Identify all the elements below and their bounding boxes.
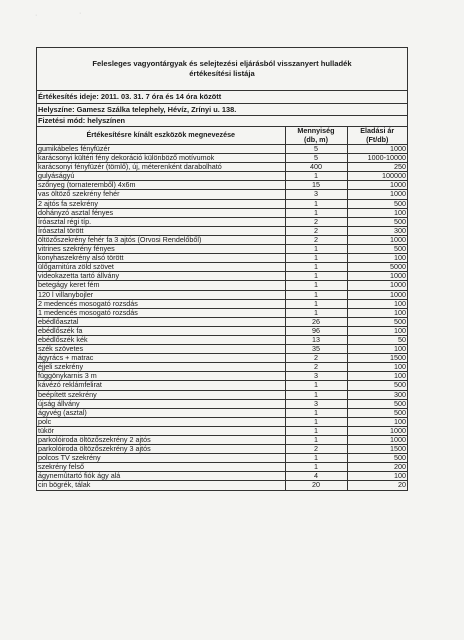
table-row [37, 345, 407, 354]
sale-time: Értékesítés ideje: 2011. 03. 31. 7 óra és 14 óra között [37, 91, 407, 104]
table-row [37, 245, 407, 254]
scan-mark: · [35, 12, 38, 19]
table-row [37, 163, 407, 172]
item-price: 1000 [347, 290, 407, 299]
table-row [37, 445, 407, 454]
item-quantity: 2 [285, 363, 347, 372]
item-price: 1000 [347, 190, 407, 199]
item-name: ágynemûtartó fiók ágy alá [37, 472, 285, 481]
item-price: 1000 [347, 436, 407, 445]
item-quantity: 5 [285, 145, 347, 154]
item-price: 100 [347, 372, 407, 381]
item-quantity: 1 [285, 390, 347, 399]
item-quantity: 35 [285, 345, 347, 354]
item-quantity: 1 [285, 263, 347, 272]
item-name: szék szövetes [37, 345, 285, 354]
table-row [37, 317, 407, 326]
items-table [37, 126, 407, 490]
table-row [37, 426, 407, 435]
table-row [37, 472, 407, 481]
item-quantity: 13 [285, 335, 347, 344]
item-quantity: 1 [285, 299, 347, 308]
table-row [37, 263, 407, 272]
table-row [37, 172, 407, 181]
table-row [37, 363, 407, 372]
item-quantity: 1 [285, 172, 347, 181]
item-price: 100 [347, 345, 407, 354]
item-quantity: 1 [285, 463, 347, 472]
table-row [37, 208, 407, 217]
item-price: 1000 [347, 145, 407, 154]
item-quantity: 2 [285, 226, 347, 235]
item-price: 500 [347, 381, 407, 390]
item-price: 1000 [347, 235, 407, 244]
item-quantity: 1 [285, 272, 347, 281]
item-name: parkolóiroda öltözőszekrény 3 ajtós [37, 445, 285, 454]
item-name: gulyáságyú [37, 172, 285, 181]
document-title [37, 48, 407, 91]
item-name: újság állvány [37, 399, 285, 408]
item-quantity: 1 [285, 199, 347, 208]
table-row [37, 454, 407, 463]
item-price: 500 [347, 317, 407, 326]
item-price: 1000 [347, 281, 407, 290]
item-name: betegágy keret fém [37, 281, 285, 290]
item-quantity: 5 [285, 154, 347, 163]
item-name: öltözőszekrény fehér fa 3 ajtós (Orvosi Rendelőből) [37, 235, 285, 244]
table-row [37, 254, 407, 263]
title-line-2: értékesítési listája [189, 69, 255, 78]
item-name: tükör [37, 426, 285, 435]
item-quantity: 1 [285, 245, 347, 254]
table-row [37, 226, 407, 235]
table-row [37, 436, 407, 445]
table-row [37, 463, 407, 472]
header-price-line1: Eladási ár [360, 126, 395, 135]
table-row [37, 390, 407, 399]
item-name: gumikábeles fényfüzér [37, 145, 285, 154]
item-quantity: 26 [285, 317, 347, 326]
item-name: dohányzó asztal fényes [37, 208, 285, 217]
item-quantity: 2 [285, 354, 347, 363]
item-price: 1000-10000 [347, 154, 407, 163]
table-row [37, 199, 407, 208]
item-name: éjjeli szekrény [37, 363, 285, 372]
item-quantity: 1 [285, 290, 347, 299]
item-quantity: 4 [285, 472, 347, 481]
item-name: 2 medencés mosogató rozsdás [37, 299, 285, 308]
item-price: 20 [347, 481, 407, 490]
table-row [37, 145, 407, 154]
table-header-row [37, 127, 407, 145]
item-name: szőnyeg (tornateremből) 4x6m [37, 181, 285, 190]
item-quantity: 3 [285, 399, 347, 408]
item-name: cin bögrék, tálak [37, 481, 285, 490]
item-name: ülőgarnitúra zöld szövet [37, 263, 285, 272]
table-body [37, 145, 407, 490]
item-name: konyhaszekrény alsó törött [37, 254, 285, 263]
item-name: vitrines szekrény fényes [37, 245, 285, 254]
header-item-name: Értékesítésre kínált eszközök megnevezése [37, 127, 285, 145]
table-row [37, 326, 407, 335]
item-quantity: 96 [285, 326, 347, 335]
table-row [37, 481, 407, 490]
table-row [37, 154, 407, 163]
item-quantity: 3 [285, 190, 347, 199]
item-price: 100 [347, 363, 407, 372]
table-row [37, 417, 407, 426]
item-name: karácsonyi fényfüzér (tömlő), új, méterenként darabolható [37, 163, 285, 172]
table-row [37, 217, 407, 226]
item-quantity: 1 [285, 408, 347, 417]
item-quantity: 1 [285, 254, 347, 263]
payment-method: Fizetési mód: helyszínen [38, 116, 126, 125]
table-row [37, 354, 407, 363]
item-name: polcos TV szekrény [37, 454, 285, 463]
price-list-sheet [36, 47, 408, 491]
item-quantity: 1 [285, 426, 347, 435]
table-row [37, 408, 407, 417]
table-row [37, 335, 407, 344]
item-name: karácsonyi kültéri fény dekoráció különböző motívumok [37, 154, 285, 163]
scan-mark: · [79, 10, 82, 17]
table-row [37, 290, 407, 299]
table-row [37, 281, 407, 290]
item-price: 100 [347, 417, 407, 426]
item-price: 300 [347, 226, 407, 235]
item-quantity: 1 [285, 417, 347, 426]
item-quantity: 1 [285, 208, 347, 217]
item-name: beépített szekrény [37, 390, 285, 399]
table-row [37, 272, 407, 281]
item-quantity: 1 [285, 454, 347, 463]
table-row [37, 308, 407, 317]
item-name: ebédlőasztal [37, 317, 285, 326]
item-price: 100 [347, 254, 407, 263]
item-name: videokazetta tartó állvány [37, 272, 285, 281]
header-quantity-line2: (db, m) [304, 134, 328, 144]
item-name: 120 l villanybojler [37, 290, 285, 299]
item-quantity: 20 [285, 481, 347, 490]
header-quantity-line1: Mennyiség [297, 126, 335, 135]
item-price: 50 [347, 335, 407, 344]
table-row [37, 190, 407, 199]
item-price: 100 [347, 308, 407, 317]
item-price: 500 [347, 454, 407, 463]
item-price: 300 [347, 390, 407, 399]
item-name: kávézó reklámfelirat [37, 381, 285, 390]
item-quantity: 2 [285, 235, 347, 244]
item-name: polc [37, 417, 285, 426]
table-row [37, 235, 407, 244]
item-name: ágyrács + matrac [37, 354, 285, 363]
item-quantity: 15 [285, 181, 347, 190]
item-name: íróasztal régi típ. [37, 217, 285, 226]
item-quantity: 2 [285, 217, 347, 226]
item-price: 5000 [347, 263, 407, 272]
item-price: 100 [347, 472, 407, 481]
item-quantity: 2 [285, 445, 347, 454]
table-row [37, 381, 407, 390]
item-name: ebédlőszék kék [37, 335, 285, 344]
item-name: vas öltöző szekrény fehér [37, 190, 285, 199]
item-price: 100000 [347, 172, 407, 181]
item-price: 200 [347, 463, 407, 472]
item-price: 250 [347, 163, 407, 172]
item-price: 500 [347, 408, 407, 417]
table-row [37, 372, 407, 381]
item-quantity: 1 [285, 381, 347, 390]
item-price: 500 [347, 217, 407, 226]
header-price-line2: (Ft/db) [366, 134, 389, 144]
item-price: 1500 [347, 354, 407, 363]
item-price: 1500 [347, 445, 407, 454]
item-quantity: 1 [285, 436, 347, 445]
table-row [37, 399, 407, 408]
item-price: 1000 [347, 272, 407, 281]
title-line-1: Felesleges vagyontárgyak és selejtezési eljárásból visszanyert hulladék [92, 59, 352, 68]
item-price: 100 [347, 326, 407, 335]
item-name: ebédlőszék fa [37, 326, 285, 335]
table-row [37, 299, 407, 308]
item-price: 100 [347, 299, 407, 308]
item-name: íróasztal törött [37, 226, 285, 235]
item-quantity: 1 [285, 308, 347, 317]
item-name: szekrény felső [37, 463, 285, 472]
header-price [347, 127, 407, 145]
item-name: 2 ajtós fa szekrény [37, 199, 285, 208]
item-price: 1000 [347, 426, 407, 435]
item-price: 500 [347, 245, 407, 254]
item-quantity: 3 [285, 372, 347, 381]
item-name: függönykarnis 3 m [37, 372, 285, 381]
item-price: 500 [347, 399, 407, 408]
item-name: parkolóiroda öltözőszekrény 2 ajtós [37, 436, 285, 445]
item-price: 100 [347, 208, 407, 217]
item-name: ágyvég (asztal) [37, 408, 285, 417]
header-quantity [285, 127, 347, 145]
item-price: 1000 [347, 181, 407, 190]
sale-location: Helyszíne: Gamesz Szálka telephely, Hévíz, Zrínyi u. 138. [37, 104, 407, 117]
item-quantity: 1 [285, 281, 347, 290]
item-quantity: 400 [285, 163, 347, 172]
table-row [37, 181, 407, 190]
item-price: 500 [347, 199, 407, 208]
item-name: 1 medencés mosogató rozsdás [37, 308, 285, 317]
